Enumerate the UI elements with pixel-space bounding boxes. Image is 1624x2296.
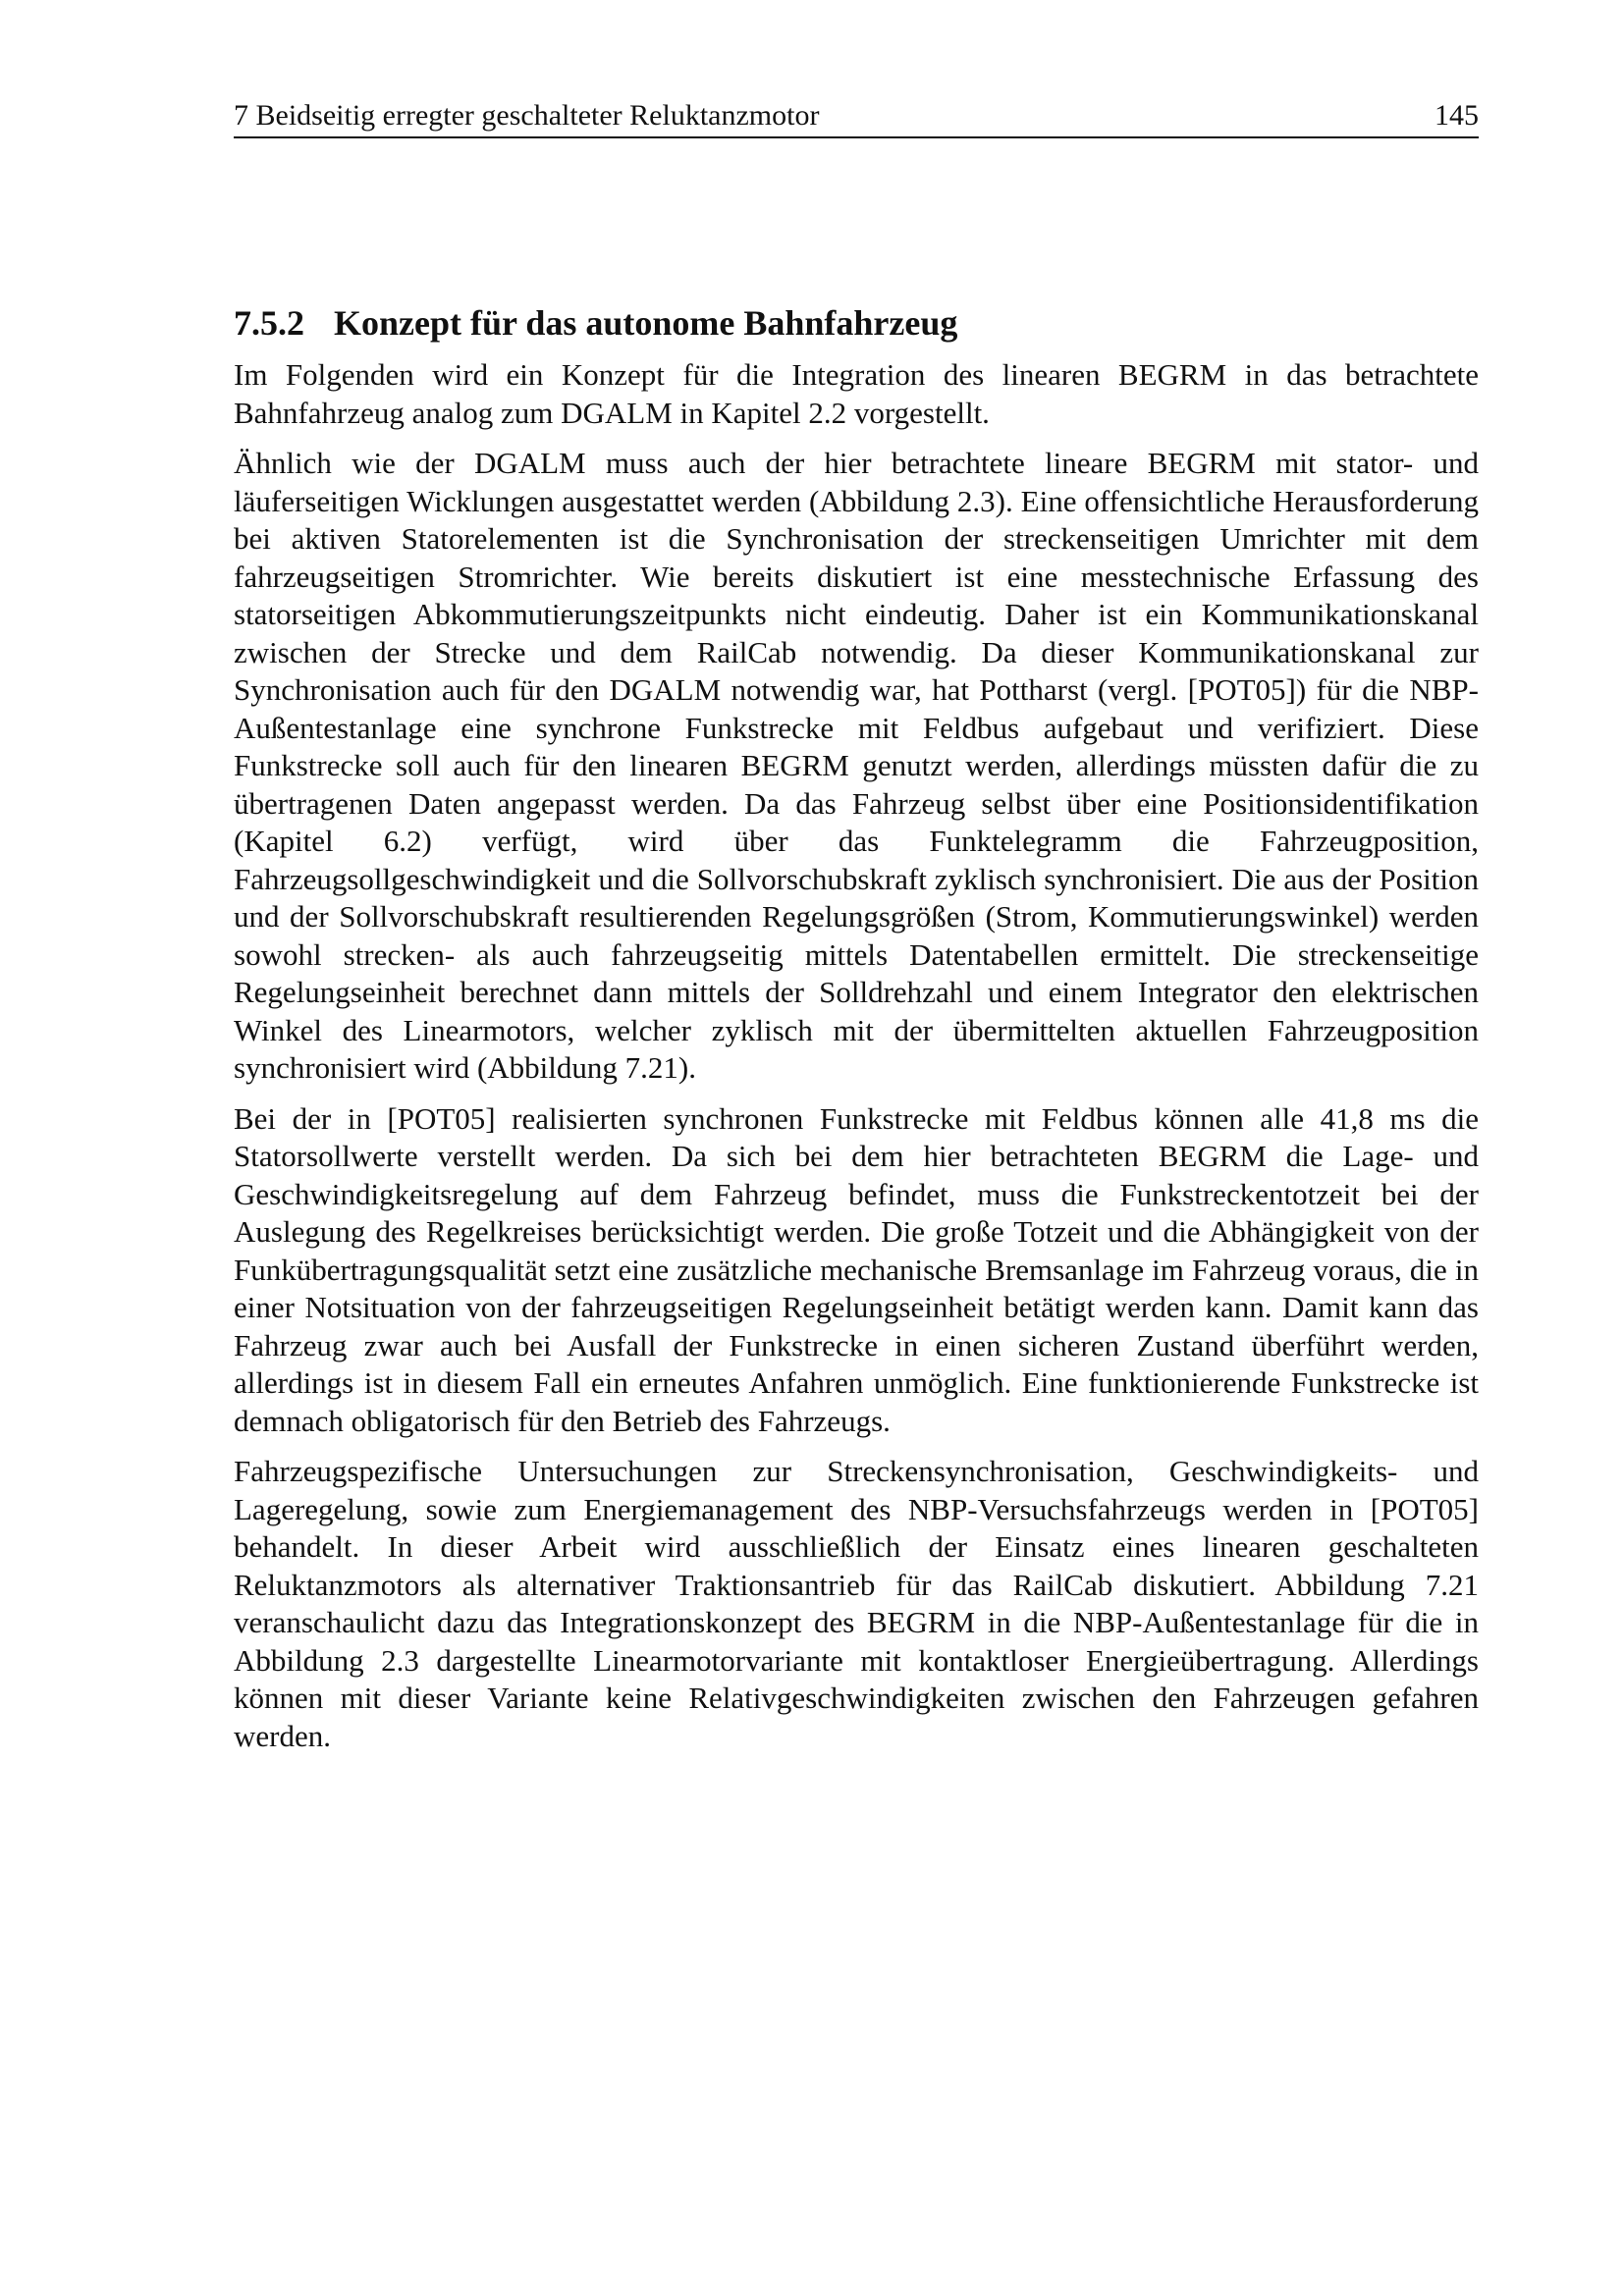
paragraph-2: Ähnlich wie der DGALM muss auch der hier betrachtete lineare BEGRM mit stator- und läuferseitigen Wicklungen ausgestattet werden (Abbildung 2.3). Eine offensichtliche Herausforderung bei aktiven Statorelementen ist die Synchronisation der streckenseitigen Umrichter mit dem fahrzeugseitigen Stromrichter. Wie bereits diskutiert ist eine messtechnische Erfassung des statorseitigen Abkommutierungszeitpunkts nicht eindeutig. Daher ist ein Kommunikationskanal zwischen der Strecke und dem RailCab notwendig. Da dieser Kommunikationskanal zur Synchronisation auch für den DGALM notwendig war, hat Pottharst (vergl. [POT05]) für die NBP-Außentestanlage eine synchrone Funkstrecke mit Feldbus aufgebaut und verifiziert. Diese Funkstrecke soll auch für den linearen BEGRM genutzt werden, allerdings müssten dafür die zu übertragenen Daten angepasst werden. Da das Fahrzeug selbst über eine Positionsidentifikation (Kapitel 6.2) verfügt, wird über das Funktelegramm die Fahrzeugposition, Fahrzeugsollgeschwindigkeit und die Sollvorschubskraft zyklisch synchronisiert. Die aus der Position und der Sollvorschubskraft resultierenden Regelungsgrößen (Strom, Kommutierungswinkel) werden sowohl strecken- als auch fahrzeugseitig mittels Datentabellen ermittelt. Die streckenseitige Regelungseinheit berechnet dann mittels der Solldrehzahl und einem Integrator den elektrischen Winkel des Linearmotors, welcher zyklisch mit der übermittelten aktuellen Fahrzeugposition synchronisiert wird (Abbildung 7.21). (234, 446, 1479, 1085)
paragraph-1: Im Folgenden wird ein Konzept für die Integration des linearen BEGRM in das betrachtete Bahnfahrzeug analog zum DGALM in Kapitel 2.2 vorgestellt. (234, 357, 1479, 430)
paragraph-3: Bei der in [POT05] realisierten synchronen Funkstrecke mit Feldbus können alle 41,8 ms die Statorsollwerte verstellt werden. Da sich bei dem hier betrachteten BEGRM die Lage- und Geschwindigkeitsregelung auf dem Fahrzeug befindet, muss die Funkstreckentotzeit bei der Auslegung des Regelkreises berücksichtigt werden. Die große Totzeit und die Abhängigkeit von der Funkübertragungsqualität setzt eine zusätzliche mechanische Bremsanlage im Fahrzeug voraus, die in einer Notsituation von der fahrzeugseitigen Regelungseinheit betätigt werden kann. Damit kann das Fahrzeug zwar auch bei Ausfall der Funkstrecke in einen sicheren Zustand überführt werden, allerdings ist in diesem Fall ein erneutes Anfahren unmöglich. Eine funktionierende Funkstrecke ist demnach obligatorisch für den Betrieb des Fahrzeugs. (234, 1100, 1479, 1438)
section-number: 7.5.2 (234, 303, 304, 343)
section-title: Konzept für das autonome Bahnfahrzeug (334, 303, 958, 343)
chapter-title: 7 Beidseitig erregter geschalteter Reluktanzmotor (234, 99, 820, 132)
section-heading (234, 301, 1479, 345)
page-number: 145 (1435, 99, 1479, 132)
running-header (234, 98, 1479, 138)
paragraph-4: Fahrzeugspezifische Untersuchungen zur Streckensynchronisation, Geschwindigkeits- und Lageregelung, sowie zum Energiemanagement des NBP-Versuchsfahrzeugs werden in [POT05] behandelt. In dieser Arbeit wird ausschließlich der Einsatz eines linearen geschalteten Reluktanzmotors als alternativer Traktionsantrieb für das RailCab diskutiert. Abbildung 7.21 veranschaulicht dazu das Integrationskonzept des BEGRM in die NBP-Außentestanlage für die in Abbildung 2.3 dargestellte Linearmotorvariante mit kontaktloser Energieübertragung. Allerdings können mit dieser Variante keine Relativgeschwindigkeiten zwischen den Fahrzeugen gefahren werden. (234, 1454, 1479, 1753)
page (234, 98, 1479, 1755)
